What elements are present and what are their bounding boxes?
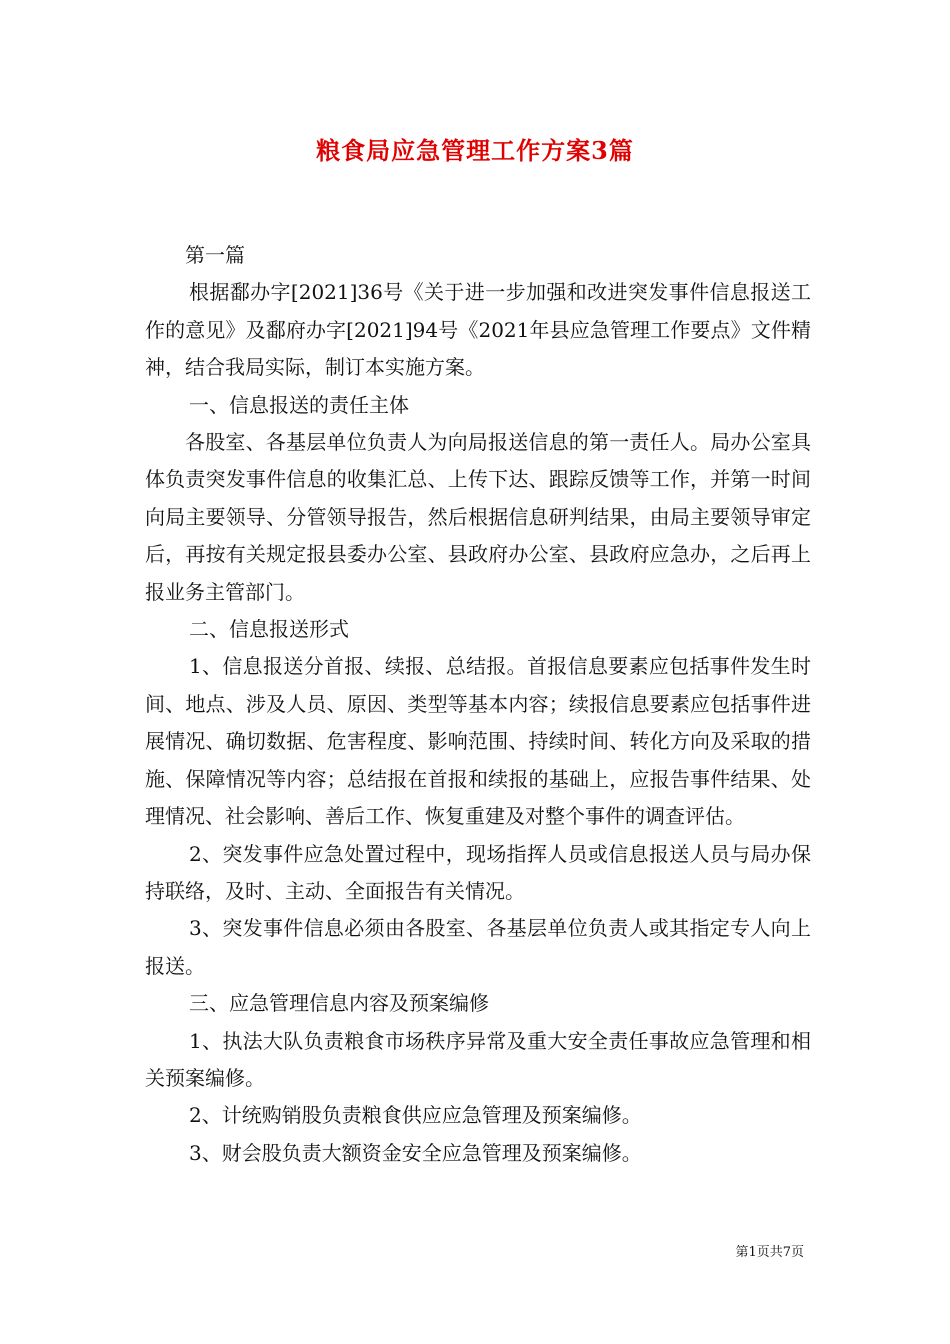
paragraph-plan-1: 1、执法大队负责粮食市场秩序异常及重大安全责任事故应急管理和相关预案编修。 xyxy=(145,1028,811,1090)
paragraph-plan-3: 3、财会股负责大额资金安全应急管理及预案编修。 xyxy=(189,1140,642,1165)
paragraph-part-heading: 第一篇 xyxy=(185,243,245,267)
paragraph-responsibility: 各股室、各基层单位负责人为向局报送信息的第一责任人。局办公室具体负责突发事件信息的收集汇总、上传下达、跟踪反馈等工作，并第一时间向局主要领导、分管领导报告，然后根据信息研判结果，由局主要领导审定后，再按有关规定报县委办公室、县政府办公室、县政府应急办，之后再上报业务主管部门。 xyxy=(145,430,811,604)
page-number: 第1页共7页 xyxy=(735,1245,804,1260)
paragraph-report-form-2: 2、突发事件应急处置过程中，现场指挥人员或信息报送人员与局办保持联络，及时、主动、全面报告有关情况。 xyxy=(145,841,811,903)
section-heading-3: 三、应急管理信息内容及预案编修 xyxy=(189,991,489,1016)
document-title: 粮食局应急管理工作方案3篇 xyxy=(316,136,634,165)
document-body xyxy=(145,237,811,1172)
section-heading-2: 二、信息报送形式 xyxy=(189,617,349,642)
section-heading-1: 一、信息报送的责任主体 xyxy=(189,392,409,417)
paragraph-report-form-3: 3、突发事件信息必须由各股室、各基层单位负责人或其指定专人向上报送。 xyxy=(145,916,811,978)
paragraph-intro: 根据鄱办字[2021]36号《关于进一步加强和改进突发事件信息报送工作的意见》及鄱府办字[2021]94号《2021年县应急管理工作要点》文件精神，结合我局实际，制订本实施方案。 xyxy=(145,280,811,380)
paragraph-report-form-1: 1、信息报送分首报、续报、总结报。首报信息要素应包括事件发生时间、地点、涉及人员、原因、类型等基本内容；续报信息要素应包括事件进展情况、确切数据、危害程度、影响范围、持续时间、转化方向及采取的措施、保障情况等内容；总结报在首报和续报的基础上，应报告事件结果、处理情况、社会影响、善后工作、恢复重建及对整个事件的调查评估。 xyxy=(145,654,811,829)
paragraph-plan-2: 2、计统购销股负责粮食供应应急管理及预案编修。 xyxy=(189,1103,642,1128)
